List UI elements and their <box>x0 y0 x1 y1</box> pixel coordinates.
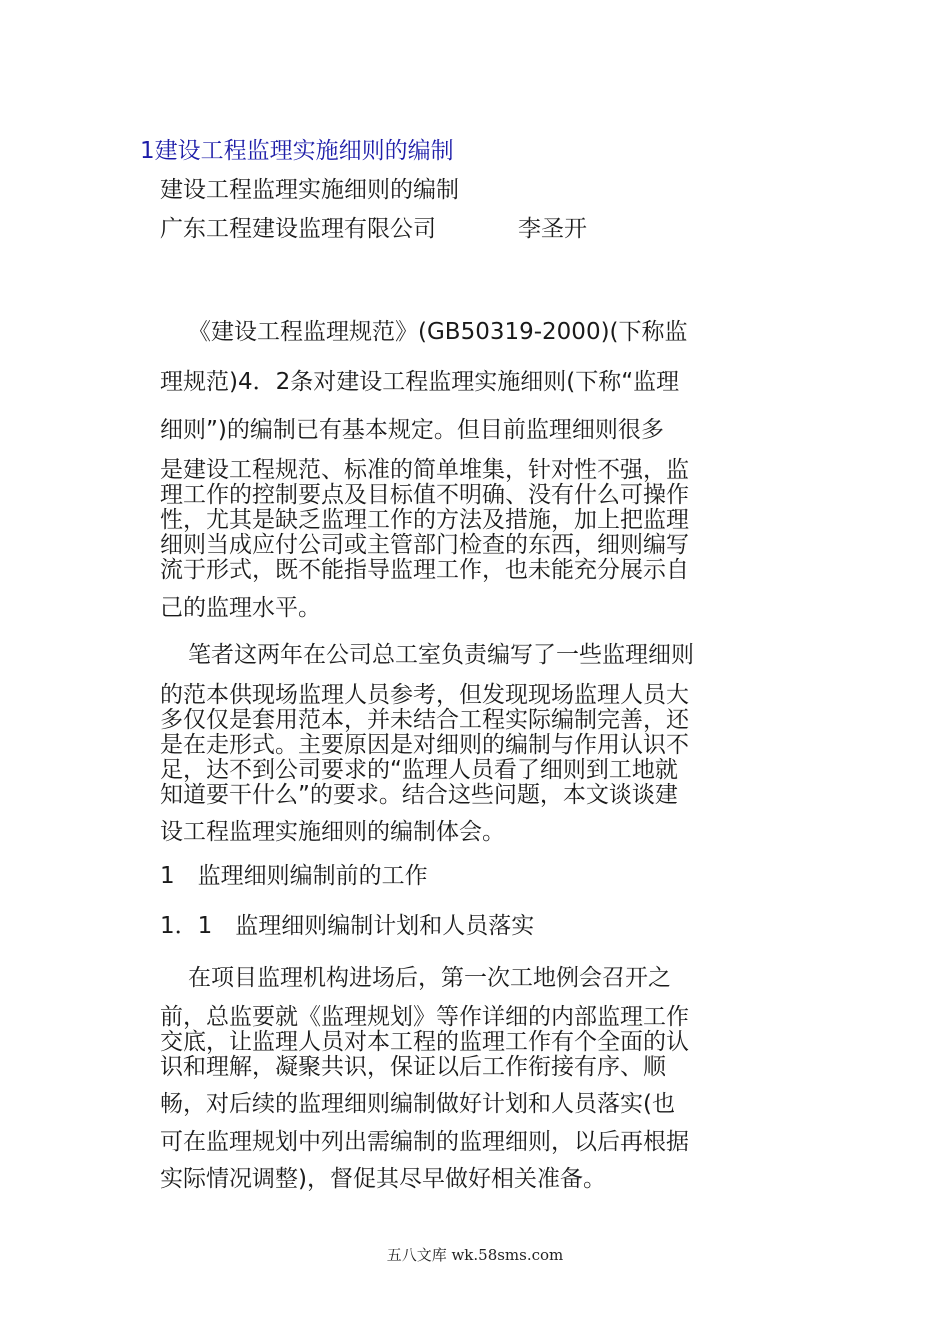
section-heading-1-1: 1．1 监理细则编制计划和人员落实 <box>160 913 535 939</box>
paragraph-line: 多仅仅是套用范本，并未结合工程实际编制完善，还 <box>160 707 689 733</box>
paragraph-line: 《建设工程监理规范》(GB50319-2000)(下称监 <box>188 319 688 345</box>
paragraph-line: 细则当成应付公司或主管部门检查的东西，细则编写 <box>160 532 689 558</box>
paragraph-line: 性，尤其是缺乏监理工作的方法及措施，加上把监理 <box>160 507 689 533</box>
paragraph-line: 设工程监理实施细则的编制体会。 <box>160 819 505 845</box>
paragraph-line: 知道要干什么”的要求。结合这些问题，本文谈谈建 <box>160 782 678 808</box>
author-name: 李圣开 <box>518 216 587 242</box>
paragraph-line: 笔者这两年在公司总工室负责编写了一些监理细则 <box>188 642 694 668</box>
paragraph-line: 是建设工程规范、标准的简单堆集，针对性不强，监 <box>160 457 689 483</box>
paragraph-line: 细则”)的编制已有基本规定。但目前监理细则很多 <box>160 417 664 443</box>
paragraph-line: 己的监理水平。 <box>160 595 321 621</box>
paragraph-line: 识和理解，凝聚共识，保证以后工作衔接有序、顺 <box>160 1054 666 1080</box>
paragraph-line: 可在监理规划中列出需编制的监理细则，以后再根据 <box>160 1129 689 1155</box>
paragraph-line: 的范本供现场监理人员参考，但发现现场监理人员大 <box>160 682 689 708</box>
paragraph-line: 交底，让监理人员对本工程的监理工作有个全面的认 <box>160 1029 689 1055</box>
paragraph-line: 理规范)4．2条对建设工程监理实施细则(下称“监理 <box>160 369 680 395</box>
paragraph-line: 足，达不到公司要求的“监理人员看了细则到工地就 <box>160 757 678 783</box>
paragraph-line: 流于形式，既不能指导监理工作，也未能充分展示自 <box>160 557 689 583</box>
paragraph-line: 畅，对后续的监理细则编制做好计划和人员落实(也 <box>160 1091 675 1117</box>
paragraph-line: 在项目监理机构进场后，第一次工地例会召开之 <box>188 965 671 991</box>
paragraph-line: 前，总监要就《监理规划》等作详细的内部监理工作 <box>160 1004 689 1030</box>
document-title: 建设工程监理实施细则的编制 <box>160 177 459 203</box>
heading-link[interactable]: 1建设工程监理实施细则的编制 <box>140 138 454 164</box>
organization-name: 广东工程建设监理有限公司 <box>160 216 436 242</box>
paragraph-line: 理工作的控制要点及目标值不明确、没有什么可操作 <box>160 482 689 508</box>
paragraph-line: 实际情况调整)，督促其尽早做好相关准备。 <box>160 1166 606 1192</box>
paragraph-line: 是在走形式。主要原因是对细则的编制与作用认识不 <box>160 732 689 758</box>
footer-watermark: 五八文库 wk.58sms.com <box>386 1246 564 1264</box>
section-heading-1: 1 监理细则编制前的工作 <box>160 863 428 889</box>
